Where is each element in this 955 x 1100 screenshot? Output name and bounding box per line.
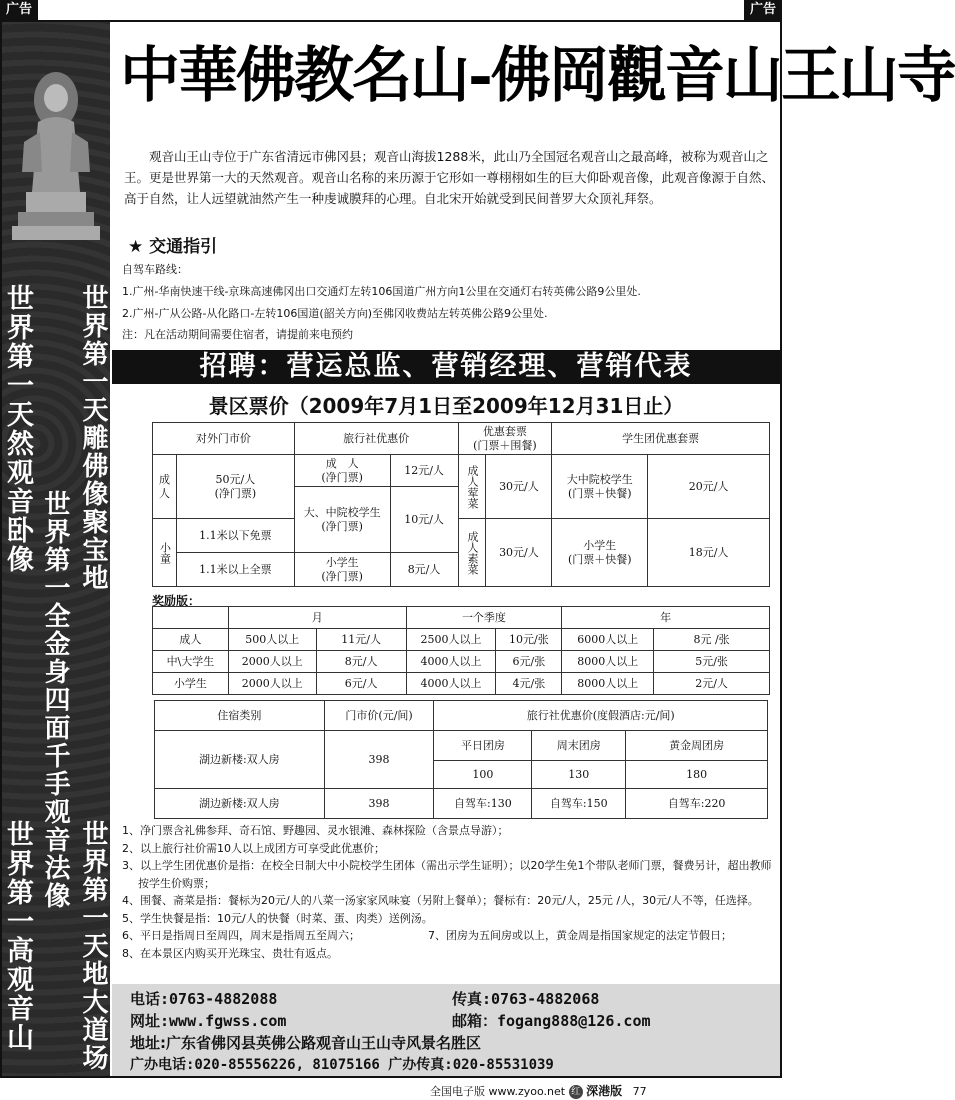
table-row — [153, 673, 770, 695]
cat-adult: 成人 — [153, 455, 177, 519]
lodging-sub-weekend: 周末团房 — [532, 731, 626, 761]
package-meat: 成人荤菜 — [458, 455, 486, 519]
page-number: 77 — [632, 1085, 647, 1098]
slogan-1: 世界第一天然观音卧像 — [2, 284, 33, 574]
route-line-1: 1.广州-华南快速干线-京珠高速佛冈出口交通灯左转106国道广州方向1公里在交通灯右转英佛公路9公里处. — [122, 285, 641, 298]
header-package: 优惠套票 (门票＋围餐) — [458, 423, 552, 455]
lodging-header-type: 住宿类别 — [155, 701, 325, 731]
intro-paragraph: 观音山王山寺位于广东省清远市佛冈县；观音山海拔1288米，此山乃全国冠名观音山之最高峰，被称为观音山之王。更是世界第一大的天然观音。观音山名称的来历源于它形如一尊栩栩如生的巨大仰卧观音像，此观音像源于自然、高于自然，让人远望就油然产生一种虔诚膜拜的心理。自北宋开始就受到民间普罗大众顶礼拜祭。 — [124, 149, 775, 206]
student-univ-price: 20元/人 — [648, 455, 770, 519]
ticket-table — [152, 422, 770, 587]
lodging-type-2: 湖边新楼:双人房 — [155, 789, 325, 819]
reward-cell: 11元/人 — [316, 629, 406, 651]
reward-corner — [153, 607, 229, 629]
reward-cell: 6元/人 — [316, 673, 406, 695]
package-meat-price: 30元/人 — [486, 455, 552, 519]
reward-cell: 8000人以上 — [562, 673, 654, 695]
contact-email[interactable]: 邮箱：fogang888@126.com — [452, 1012, 651, 1030]
route-line-2: 2.广州-广从公路-从化路口-左转106国道(韶关方向)至佛冈收费站左转英佛公路9公里处. — [122, 307, 548, 320]
lodging-price-1: 398 — [324, 731, 434, 789]
reward-header-quarter: 一个季度 — [406, 607, 562, 629]
cat-child: 小童 — [153, 519, 177, 587]
note-row — [122, 927, 778, 945]
table-row — [153, 629, 770, 651]
reward-cell: 8000人以上 — [562, 651, 654, 673]
reward-cell: 500人以上 — [228, 629, 316, 651]
lodging-sub-golden: 黄金周团房 — [626, 731, 768, 761]
reward-cell: 10元/张 — [496, 629, 562, 651]
page-footer — [430, 1082, 647, 1099]
reward-header-month: 月 — [228, 607, 406, 629]
reward-cell: 5元/张 — [654, 651, 770, 673]
note-item: 7、团房为五间房或以上，黄金周是指国家规定的法定节假日； — [428, 929, 732, 942]
reward-cell: 4元/张 — [496, 673, 562, 695]
lodging-val: 自驾车:130 — [434, 789, 532, 819]
note-item: 6、平日是指周日至周四，周末是指周五至周六； — [122, 929, 360, 942]
note-item: 1、净门票含礼佛参拜、奇石馆、野趣园、灵水银滩、森林探险（含景点导游）； — [122, 824, 509, 837]
sidebar — [2, 22, 110, 1076]
lodging-header-agency: 旅行社优惠价(度假酒店:元/间) — [434, 701, 768, 731]
footer-region: 深港版 — [586, 1084, 623, 1098]
lodging-val: 180 — [626, 761, 768, 789]
package-veg-price: 30元/人 — [486, 519, 552, 587]
contact-address: 地址:广东省佛冈县英佛公路观音山王山寺风景名胜区 — [130, 1034, 482, 1052]
reward-cell: 4000人以上 — [406, 651, 496, 673]
reward-cell: 2元/人 — [654, 673, 770, 695]
route-note: 注：凡在活动期间需要住宿者，请提前来电预约 — [122, 328, 353, 341]
lodging-val: 自驾车:220 — [626, 789, 768, 819]
child-free: 1.1米以下免票 — [176, 519, 294, 553]
notes-list — [122, 822, 778, 962]
contact-guangzhou-office: 广办电话:020-85556226, 81075166 广办传真:020-85531039 — [130, 1057, 554, 1073]
reward-cell: 2000人以上 — [228, 651, 316, 673]
lodging-header-price: 门市价(元/间) — [324, 701, 434, 731]
reward-table — [152, 606, 770, 695]
reward-cell: 8元/人 — [316, 651, 406, 673]
lodging-type-1: 湖边新楼:双人房 — [155, 731, 325, 789]
agency-adult: 成 人 (净门票) — [294, 455, 390, 487]
header-agency-price: 旅行社优惠价 — [294, 423, 458, 455]
contact-fax: 传真:0763-4882068 — [452, 990, 600, 1008]
reward-cell: 4000人以上 — [406, 673, 496, 695]
lodging-val: 100 — [434, 761, 532, 789]
agency-univ-price: 10元/人 — [390, 487, 458, 553]
note-item: 8、在本景区内购买开光珠宝、贵壮有返点。 — [122, 946, 338, 960]
reward-cell: 6000人以上 — [562, 629, 654, 651]
contact-website[interactable]: 网址:www.fgwss.com — [130, 1012, 287, 1030]
reward-cell: 2000人以上 — [228, 673, 316, 695]
agency-adult-price: 12元/人 — [390, 455, 458, 487]
header-student-package: 学生团优惠套票 — [552, 423, 770, 455]
table-row — [153, 651, 770, 673]
ad-label-left: 广告 — [0, 0, 38, 20]
agency-univ: 大、中院校学生 (净门票) — [294, 487, 390, 553]
slogan-5: 世界第一天地大道场 — [78, 820, 108, 1072]
header-public-price: 对外门市价 — [153, 423, 295, 455]
footer-edition: 全国电子版 www.zyoo.net — [430, 1085, 566, 1098]
traffic-heading: ★ 交通指引 — [128, 237, 218, 257]
slogan-4: 世界第一高观音山 — [2, 820, 33, 1052]
reward-heading: 奖励版： — [152, 594, 201, 608]
adult-price: 50元/人 (净门票) — [176, 455, 294, 519]
lodging-val: 自驾车:150 — [532, 789, 626, 819]
lodging-val: 130 — [532, 761, 626, 789]
reward-cell: 中\大学生 — [153, 651, 229, 673]
guanyin-statue-icon — [10, 62, 102, 262]
lodging-table — [154, 700, 768, 819]
reward-cell: 6元/张 — [496, 651, 562, 673]
route-label: 自驾车路线： — [122, 263, 188, 276]
note-item: 2、以上旅行社价需10人以上成团方可享受此优惠价； — [122, 841, 385, 855]
page-title: 中華佛教名山-佛岡觀音山王山寺 — [120, 41, 955, 111]
ad-label-right: 广告 — [744, 0, 782, 20]
student-univ: 大中院校学生 (门票＋快餐) — [552, 455, 648, 519]
child-full: 1.1米以上全票 — [176, 553, 294, 587]
note-item: 5、学生快餐是指：10元/人的快餐（时菜、蛋、肉类）送例汤。 — [122, 911, 433, 925]
contact-phone: 电话:0763-4882088 — [130, 990, 278, 1008]
lodging-sub-weekday: 平日团房 — [434, 731, 532, 761]
slogan-3: 世界第一全金身四面千手观音法像 — [40, 490, 70, 910]
slogan-2: 世界第一天雕佛像聚宝地 — [78, 284, 108, 592]
note-item: 3、以上学生团优惠价是指：在校全日制大中小院校学生团体（需出示学生证明）；以20学生免1个带队老师门票，餐费另计，超出教师按学生价购票； — [122, 859, 772, 890]
agency-primary-price: 8元/人 — [390, 553, 458, 587]
reward-cell: 成人 — [153, 629, 229, 651]
seal-icon: 红 — [569, 1085, 583, 1099]
student-primary-price: 18元/人 — [648, 519, 770, 587]
reward-cell: 小学生 — [153, 673, 229, 695]
recruit-banner: 招聘：营运总监、营销经理、营销代表 — [112, 350, 780, 384]
note-item: 4、围餐、斋菜是指：餐标为20元/人的八菜一汤家家风味宴（另附上餐单）；餐标有：20元/人，25元 /人，30元/人不等，任选择。 — [122, 894, 759, 907]
package-veg: 成人素菜 — [458, 519, 486, 587]
reward-cell: 2500人以上 — [406, 629, 496, 651]
agency-primary: 小学生 (净门票) — [294, 553, 390, 587]
price-heading: 景区票价（2009年7月1日至2009年12月31日止） — [208, 394, 684, 418]
reward-cell: 8元 /张 — [654, 629, 770, 651]
student-primary: 小学生 (门票＋快餐) — [552, 519, 648, 587]
lodging-price-2: 398 — [324, 789, 434, 819]
reward-header-year: 年 — [562, 607, 770, 629]
